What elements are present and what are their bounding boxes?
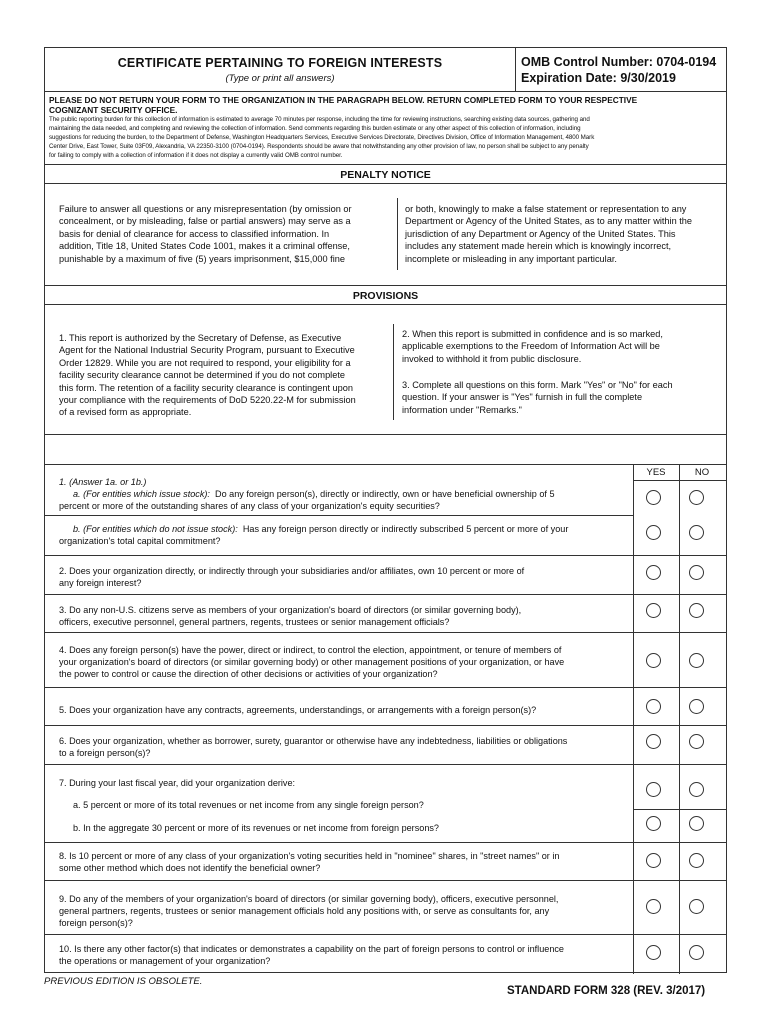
burden-line: The public reporting burden for this collection of information is estimated to average 70 minutes per response, including the time for reviewing instructions, searching existing data sources, gathering and (49, 116, 590, 123)
q10-text: the operations or management of your organization? (59, 956, 271, 966)
provision-2 (402, 328, 722, 365)
q8-text: some other method which does not identify the beneficial owner? (59, 863, 321, 873)
q1a-label: a. (For entities which issue stock): (73, 489, 210, 499)
burden-line: maintaining the data needed, and completing and reviewing the collection of information. Send comments regarding this burden estimate or any other aspect of this collection of information, including (49, 125, 581, 132)
q1a-text: Do any foreign person(s), directly or indirectly, own or have beneficial ownership of 5 (215, 489, 555, 499)
divider (45, 934, 726, 935)
q1b-no-radio[interactable] (689, 525, 704, 540)
burden-line: suggestions for reducing the burden, to the Department of Defense, Washington Headquarters Services, Executive Services Directorate, Directives Division, Office of Information Management, 4800 Mark (49, 134, 595, 141)
divider (45, 880, 726, 881)
question-4 (59, 644, 629, 680)
provision-line: 1. This report is authorized by the Secretary of Defense, as Executive (59, 333, 342, 343)
form-number: STANDARD FORM 328 (REV. 3/2017) (507, 985, 706, 997)
omb-block (521, 54, 716, 86)
q4-text: the power to control or cause the direction of other decisions or activities of your organization? (59, 669, 438, 679)
divider (45, 434, 726, 435)
q5-text: 5. Does your organization have any contracts, agreements, understandings, or arrangements with a foreign person(s)? (59, 705, 537, 715)
q10-yes-radio[interactable] (646, 945, 661, 960)
question-9 (59, 893, 629, 929)
q6-yes-radio[interactable] (646, 734, 661, 749)
provision-line: 3. Complete all questions on this form. Mark "Yes" or "No" for each (402, 380, 673, 390)
divider (45, 555, 726, 556)
penalty-line: Failure to answer all questions or any misrepresentation (by omission or (59, 204, 352, 214)
burden-line: for failing to comply with a collection of information if it does not display a currently valid OMB control number. (49, 152, 343, 159)
provision-line: this form. The retention of a facility security clearance is contingent upon (59, 382, 353, 393)
question-2 (59, 565, 629, 589)
penalty-heading: PENALTY NOTICE (45, 164, 726, 184)
form-subtitle: (Type or print all answers) (225, 73, 335, 84)
q9-text: general partners, regents, trustees or senior management officials hold any positions with, or serve as consultants for, any (59, 906, 550, 916)
q1a-no-radio[interactable] (689, 490, 704, 505)
provision-line: applicable exemptions to the Freedom of Information Act will be (402, 341, 660, 352)
divider (45, 842, 726, 843)
yes-column-header: YES (646, 467, 666, 478)
q1b-yes-radio[interactable] (646, 525, 661, 540)
q7a-yes-radio[interactable] (646, 782, 661, 797)
provision-line: question. If your answer is "Yes" furnish in full the complete (402, 392, 643, 403)
q7-text: 7. During your last fiscal year, did your organization derive: (59, 778, 296, 788)
form-title: CERTIFICATE PERTAINING TO FOREIGN INTERESTS (117, 56, 443, 70)
question-1b (59, 523, 629, 547)
divider (45, 632, 726, 633)
question-7b (73, 822, 643, 834)
provision-line: your compliance with the requirements of DoD 5220.22-M for submission (59, 395, 356, 406)
omb-control-number: OMB Control Number: 0704-0194 (521, 55, 717, 69)
provision-line: Order 12829. While you are not required to respond, your eligibility for a (59, 357, 351, 368)
provision-line: invoked to withhold it from public disclosure. (402, 353, 582, 364)
q7b-no-radio[interactable] (689, 816, 704, 831)
q5-no-radio[interactable] (689, 699, 704, 714)
divider (45, 725, 726, 726)
divider (45, 464, 726, 465)
q1b-label: b. (For entities which do not issue stock): (73, 524, 238, 534)
no-column-line (679, 464, 680, 974)
no-column-header: NO (694, 467, 710, 478)
return-instruction-cont: COGNIZANT SECURITY OFFICE. (49, 105, 178, 115)
divider (45, 515, 633, 516)
question-10 (59, 943, 629, 967)
penalty-line: punishable by a maximum of five (5) years imprisonment, $15,000 fine (59, 253, 345, 264)
title-block (45, 48, 516, 91)
question-5 (59, 704, 629, 716)
q1-heading: 1. (Answer 1a. or 1b.) (59, 477, 147, 487)
penalty-right (405, 203, 725, 265)
provision-line: of a revised form as appropriate. (59, 407, 192, 418)
q9-no-radio[interactable] (689, 899, 704, 914)
q4-text: your organization's board of directors (or similar governing body) or other management positions of your organization, or have (59, 657, 565, 667)
q1a-text-cont: percent or more of the outstanding shares of any class of your organization's equity securities? (59, 501, 440, 511)
q2-no-radio[interactable] (689, 565, 704, 580)
expiration-date: Expiration Date: 9/30/2019 (521, 71, 676, 85)
penalty-divider (397, 198, 398, 270)
q1b-text-cont: organization's total capital commitment? (59, 536, 221, 546)
penalty-line: incomplete or misleading in any important particular. (405, 253, 617, 264)
q7b-text: b. In the aggregate 30 percent or more of its revenues or net income from foreign persons? (73, 823, 439, 833)
provision-line: Agent for the National Industrial Security Program, pursuant to Executive (59, 345, 355, 356)
column-header-line (633, 480, 726, 481)
q4-yes-radio[interactable] (646, 653, 661, 668)
question-7a (73, 799, 643, 811)
q10-text: 10. Is there any other factor(s) that indicates or demonstrates a capability on the part of foreign persons to control or influence (59, 944, 564, 954)
q3-yes-radio[interactable] (646, 603, 661, 618)
divider (45, 764, 726, 765)
form-header (45, 48, 726, 92)
question-1 (59, 476, 629, 512)
q4-no-radio[interactable] (689, 653, 704, 668)
q2-yes-radio[interactable] (646, 565, 661, 580)
penalty-left (59, 203, 389, 265)
penalty-line: jurisdiction of any Department or Agency of the United States. This (405, 228, 676, 239)
q1b-text: Has any foreign person directly or indirectly subscribed 5 percent or more of your (242, 524, 569, 534)
q6-no-radio[interactable] (689, 734, 704, 749)
q8-no-radio[interactable] (689, 853, 704, 868)
q3-text: officers, executive personnel, general partners, regents, trustees or senior management officials? (59, 617, 450, 627)
q8-yes-radio[interactable] (646, 853, 661, 868)
q1a-yes-radio[interactable] (646, 490, 661, 505)
q2-text: 2. Does your organization directly, or indirectly through your subsidiaries and/or affiliates, own 10 percent or more of (59, 566, 525, 576)
q6-text: 6. Does your organization, whether as borrower, surety, guarantor or otherwise have any indebtedness, liabilities or obligations (59, 736, 568, 746)
q7a-text: a. 5 percent or more of its total revenues or net income from any single foreign person? (73, 800, 424, 810)
provisions-divider (393, 324, 394, 420)
provisions-heading: PROVISIONS (45, 285, 726, 305)
q3-no-radio[interactable] (689, 603, 704, 618)
question-7 (59, 777, 629, 789)
return-instruction: PLEASE DO NOT RETURN YOUR FORM TO THE ORGANIZATION IN THE PARAGRAPH BELOW. RETURN COMPLETED FORM TO YOUR RESPECTIVE (49, 95, 638, 105)
q5-yes-radio[interactable] (646, 699, 661, 714)
burden-notice (49, 95, 724, 160)
penalty-line: basis for denial of clearance for access to classified information. In (59, 228, 330, 239)
divider (45, 594, 726, 595)
provision-line: facility security clearance cannot be determined if you do not complete (59, 370, 345, 381)
penalty-line: concealment, or by misleading, false or partial answers) may serve as a (59, 216, 351, 227)
burden-line: Center Drive, East Tower, Suite 03F09, Alexandria, VA 22350-3100 (0704-0194). Respondents should be aware that notwithstanding any other provision of law, no person shall be subject to any penalty (49, 143, 589, 150)
q9-text: 9. Do any of the members of your organization's board of directors (or similar governing body), officers, executive personnel, (59, 894, 559, 904)
provision-1 (59, 332, 394, 419)
q8-text: 8. Is 10 percent or more of any class of your organization's voting securities held in "nominee" shares, in "street names" or in (59, 851, 560, 861)
question-8 (59, 850, 629, 874)
q3-text: 3. Do any non-U.S. citizens serve as members of your organization's board of directors (or similar governing body), (59, 605, 522, 615)
q2-text: any foreign interest? (59, 578, 142, 588)
q6-text: to a foreign person(s)? (59, 748, 151, 758)
divider (45, 687, 726, 688)
yes-column-line (633, 464, 634, 974)
penalty-line: addition, Title 18, United States Code 1001, makes it a criminal offense, (59, 241, 350, 252)
form-frame (44, 47, 727, 973)
provision-line: 2. When this report is submitted in confidence and is so marked, (402, 329, 663, 339)
penalty-line: or both, knowingly to make a false statement or representation to any (405, 204, 687, 214)
q4-text: 4. Does any foreign person(s) have the power, direct or indirect, to control the election, appointment, or tenure of members of (59, 645, 562, 655)
provision-line: information under "Remarks." (402, 404, 522, 415)
edition-note: PREVIOUS EDITION IS OBSOLETE. (44, 976, 203, 987)
q7a-no-radio[interactable] (689, 782, 704, 797)
question-3 (59, 604, 629, 628)
divider (633, 809, 726, 810)
provision-3 (402, 379, 722, 416)
q9-yes-radio[interactable] (646, 899, 661, 914)
penalty-line: includes any statement made herein which is knowingly incorrect, (405, 241, 672, 252)
penalty-line: Department or Agency of the United States, as to any matter within the (405, 216, 693, 227)
q10-no-radio[interactable] (689, 945, 704, 960)
q9-text: foreign person(s)? (59, 918, 133, 928)
q7b-yes-radio[interactable] (646, 816, 661, 831)
question-6 (59, 735, 629, 759)
